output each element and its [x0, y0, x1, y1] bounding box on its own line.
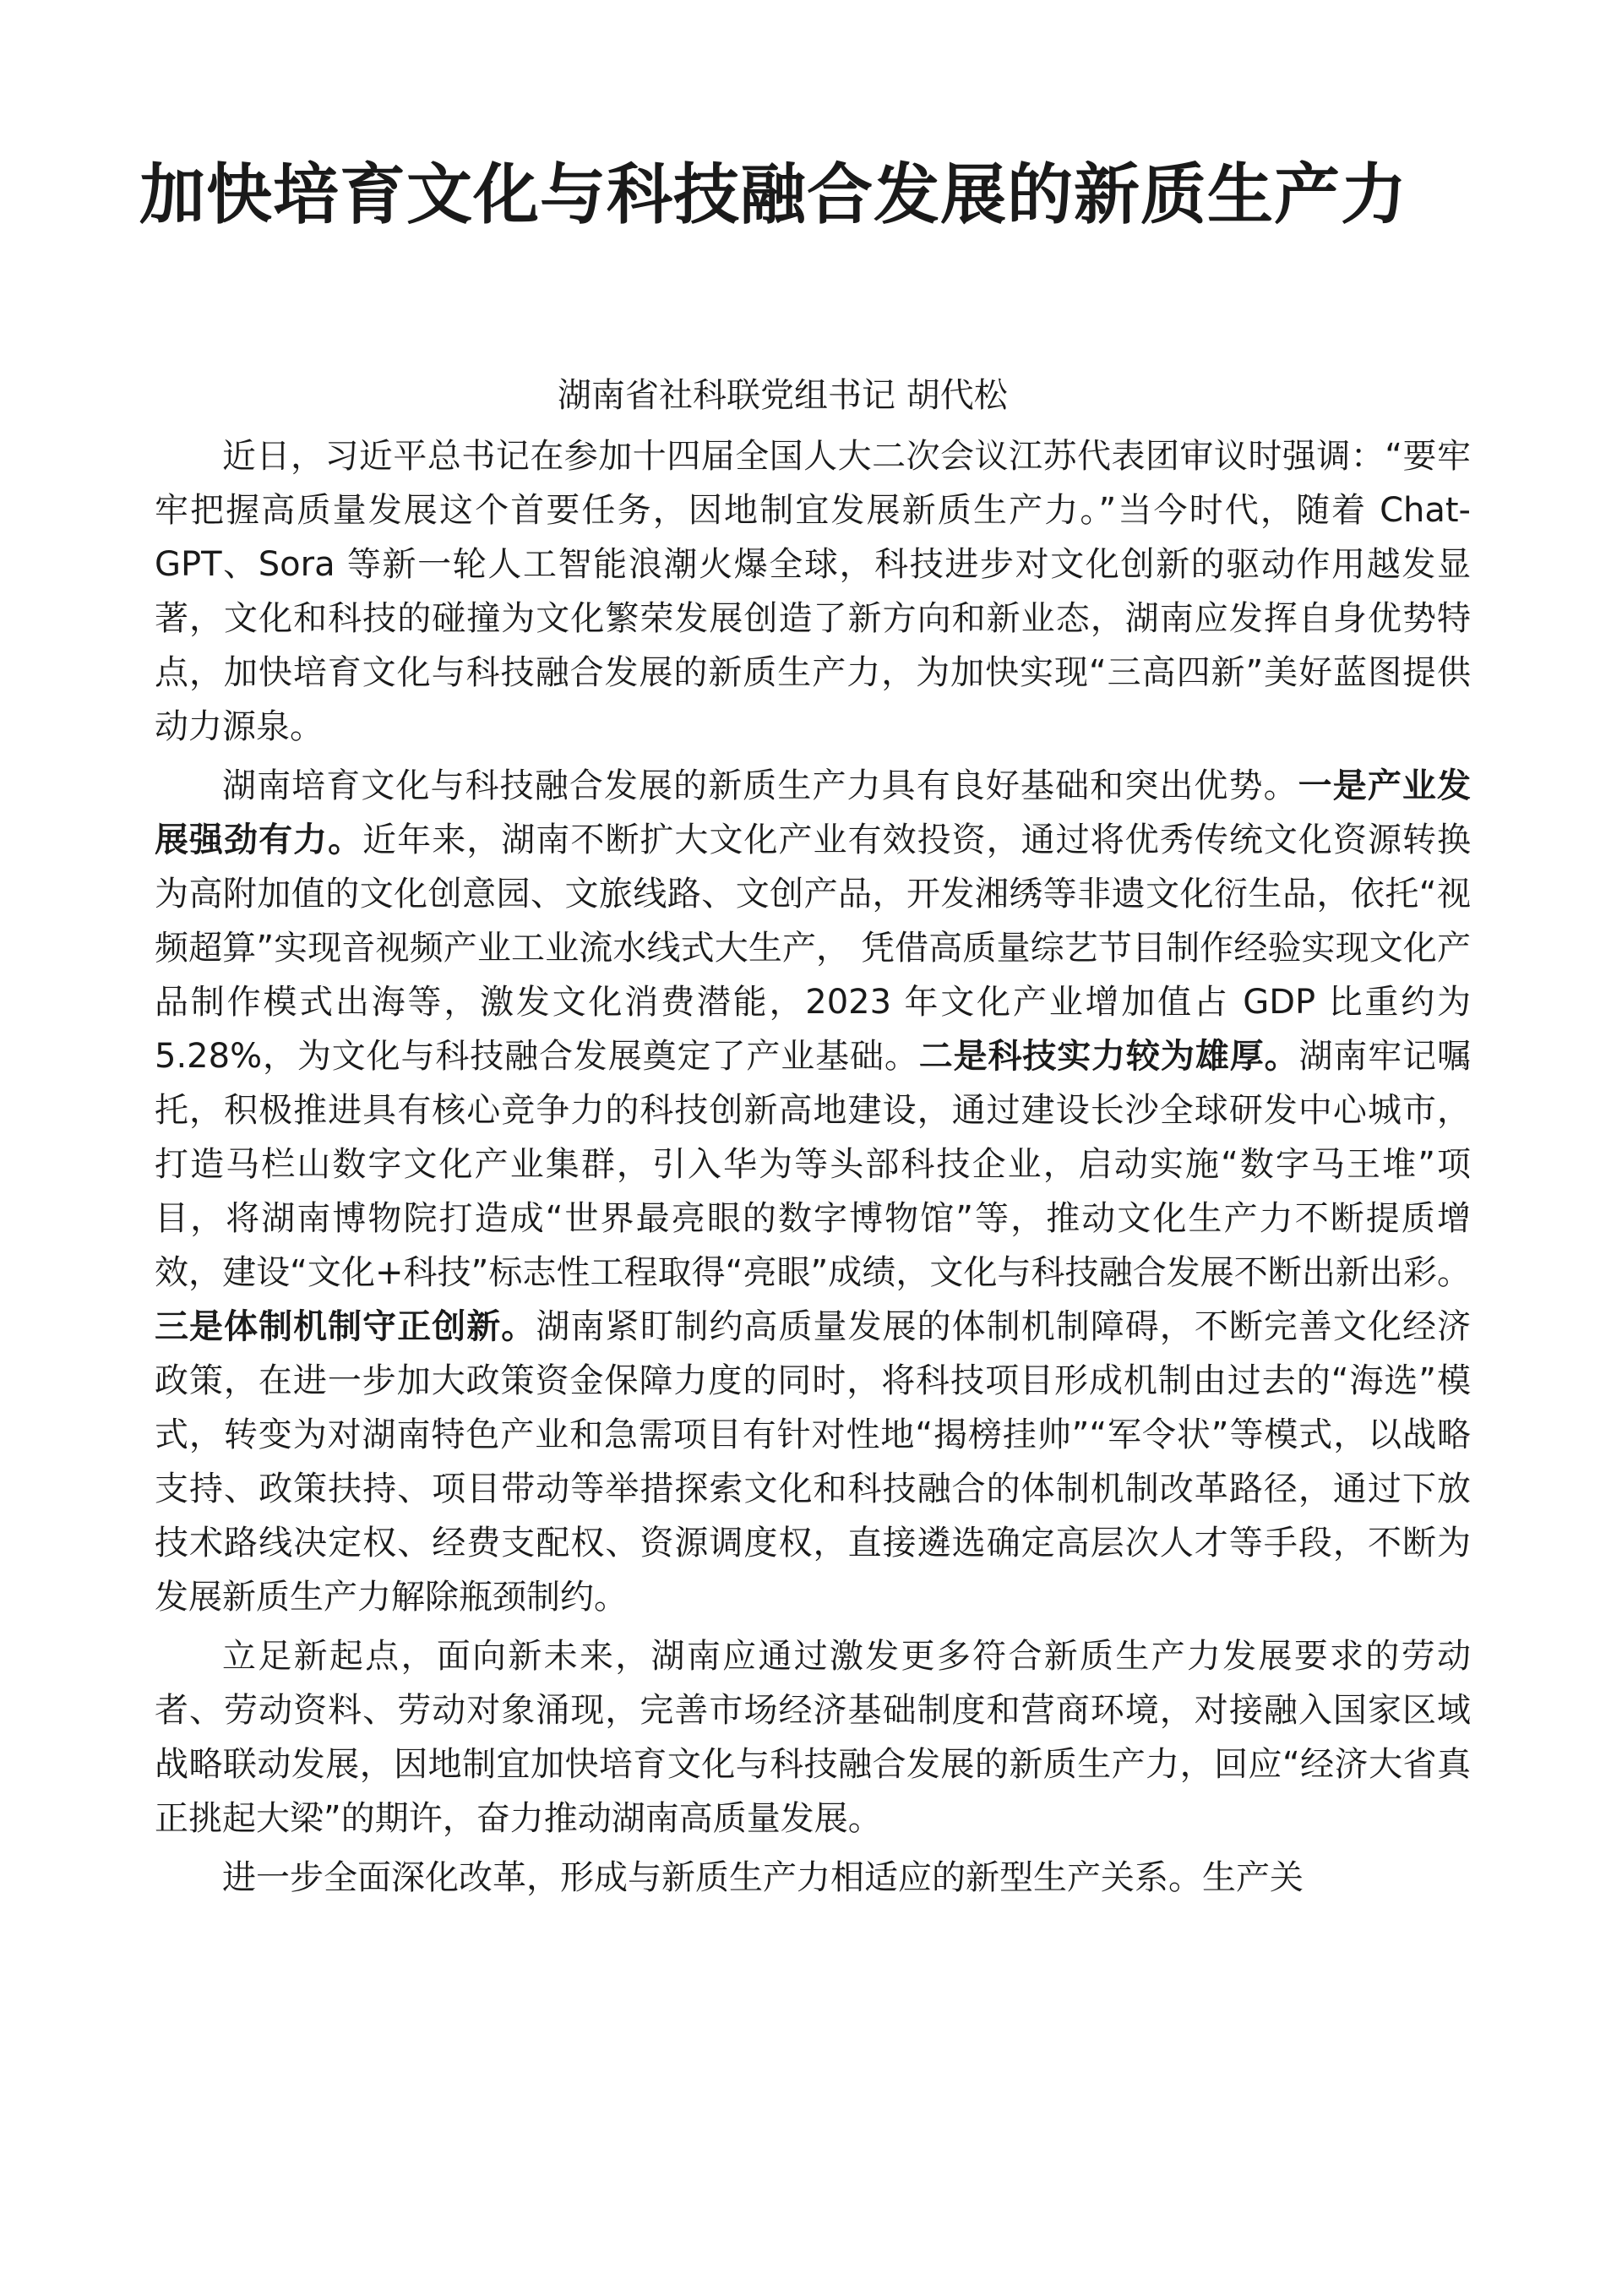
paragraph-text: 立足新起点，面向新未来，湖南应通过激发更多符合新质生产力发展要求的劳动者、劳动资料、劳动对象涌现，完善市场经济基础制度和营商环境，对接融入国家区域战略联动发展，因地制宜加快培育文化与科技融合发展的新质生产力，回应“经济大省真正挑起大梁”的期许，奋力推动湖南高质量发展。	[155, 1637, 1471, 1838]
paragraph-text: 湖南牢记嘱托，积极推进具有核心竞争力的科技创新高地建设，通过建设长沙全球研发中心城市，打造马栏山数字文化产业集群，引入华为等头部科技企业，启动实施“数字马王堆”项目，将湖南博物院打造成“世界最亮眼的数字博物馆”等，推动文化生产力不断提质增效，建设“文化+科技”标志性工程取得“亮眼”成绩，文化与科技融合发展不断出新出彩。	[155, 1037, 1472, 1292]
bold-heading-phrase: 二是科技实力较为雄厚。	[918, 1037, 1299, 1076]
paragraph-text: 湖南紧盯制约高质量发展的体制机制障碍，不断完善文化经济政策，在进一步加大政策资金保障力度的同时，将科技项目形成机制由过去的“海选”模式，转变为对湖南特色产业和急需项目有针对性地“揭榜挂帅”“军令状”等模式，以战略支持、政策扶持、项目带动等举措探索文化和科技融合的体制机制改革路径，通过下放技术路线决定权、经费支配权、资源调度权，直接遴选确定高层次人才等手段，不断为发展新质生产力解除瓶颈制约。	[155, 1307, 1472, 1617]
paragraph-text: 近日，习近平总书记在参加十四届全国人大二次会议江苏代表团审议时强调：“要牢牢把握高质量发展这个首要任务，因地制宜发展新质生产力。”当今时代，随着 Chat-GPT、Sora 等新一轮人工智能浪潮火爆全球，科技进步对文化创新的驱动作用越发显著，文化和科技的碰撞为文化繁荣发展创造了新方向和新业态，湖南应发挥自身优势特点，加快培育文化与科技融合发展的新质生产力，为加快实现“三高四新”美好蓝图提供动力源泉。	[155, 437, 1471, 746]
paragraph-text: 近年来，湖南不断扩大文化产业有效投资，通过将优秀传统文化资源转换为高附加值的文化创意园、文旅线路、文创产品，开发湘绣等非遗文化衍生品，依托“视频超算”实现音视频产业工业流水线式大生产， 凭借高质量综艺节目制作经验实现文化产品制作模式出海等，激发文化消费潜能，2023 年文化产业增加值占 GDP 比重约为 5.28%，为文化与科技融合发展奠定了产业基础。	[155, 821, 1472, 1076]
paragraph-text: 湖南培育文化与科技融合发展的新质生产力具有良好基础和突出优势。	[222, 766, 1298, 805]
body-paragraph	[155, 1629, 1471, 1846]
paragraph-text: 进一步全面深化改革，形成与新质生产力相适应的新型生产关系。生产关	[222, 1858, 1304, 1897]
body-paragraph	[155, 429, 1471, 754]
bold-heading-phrase: 三是体制机制守正创新。	[155, 1307, 536, 1346]
body-paragraph	[155, 759, 1471, 1624]
article-title: 加快培育文化与科技融合发展的新质生产力	[139, 157, 1408, 233]
article-body	[155, 429, 1471, 1910]
article-byline: 湖南省社科联党组书记 胡代松	[558, 376, 1008, 415]
body-paragraph	[155, 1851, 1471, 1905]
bold-heading-phrase: 一是产业发展强劲有力。	[155, 766, 1471, 859]
